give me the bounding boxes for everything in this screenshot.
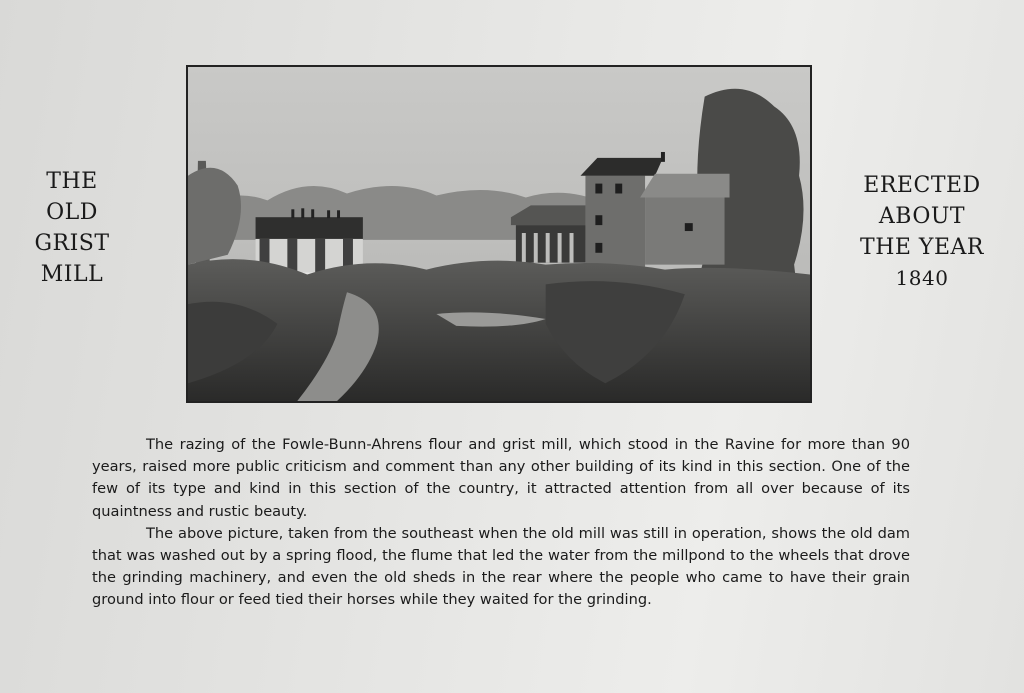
left-caption-title — [22, 166, 122, 290]
paragraph-razing: The razing of the Fowle-Bunn-Ahrens flour and grist mill, which stood in the Ravine for more than 90 years, raised more public criticism and comment than any other building of its kind in this section. One of the few of its type and kind in this section of the country, it attracted attention from all over because of its quaintness and rustic beauty. — [92, 436, 910, 520]
left-title-line-1: THE — [46, 169, 98, 194]
right-caption-title — [842, 170, 1002, 294]
right-title-line-1: ERECTED — [863, 173, 981, 198]
mill-photograph-drawing — [188, 67, 810, 401]
mill-photograph — [186, 65, 812, 403]
right-title-year: 1840 — [895, 266, 949, 290]
left-title-line-4: MILL — [40, 262, 104, 287]
right-title-line-2: ABOUT — [878, 204, 966, 229]
left-title-line-2: OLD — [46, 200, 98, 225]
paragraph-picture-description: The above picture, taken from the southeast when the old mill was still in operation, shows the old dam that was washed out by a spring flood, the flume that led the water from the millpond to the wheels that drove the grinding machinery, and even the old sheds in the rear where the people who came to have their grain ground into flour or feed tied their horses while they waited for the grinding. — [92, 524, 910, 609]
left-title-line-3: GRIST — [34, 231, 110, 256]
article-body — [92, 434, 910, 612]
right-title-line-3: THE YEAR — [860, 235, 984, 260]
